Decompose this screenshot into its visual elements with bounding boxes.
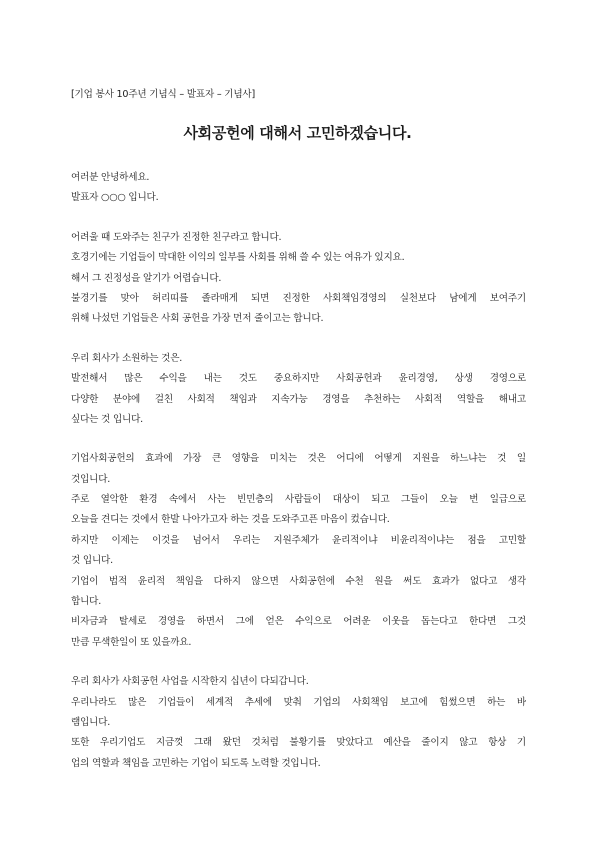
paragraph [71,349,526,431]
text-line: 우리나라도 많은 기업들이 세계적 추세에 맞춰 기업의 사회책임 보고에 힘썼으면 하는 바 [71,696,526,708]
text-line: 하지만 이제는 이것을 넘어서 우리는 지원주체가 윤리적이냐 비윤리적이냐는 점을 고민할 [71,534,526,546]
text-line: 해서 그 진정성을 알기가 어렵습니다. [71,272,222,284]
paragraph [71,168,526,209]
text-line: 우리 회사가 소원하는 것은. [71,352,183,364]
text-line: 것 입니다. [71,555,113,567]
text-line: 주로 열악한 환경 속에서 사는 빈민층의 사람들이 대상이 되고 그들이 오늘 번 일급으로 [71,494,526,506]
text-line: 또한 우리기업도 지금껏 그래 왔던 것처럼 불황기를 맞았다고 예산을 줄이지 않고 항상 기 [71,737,526,749]
text-line: 발표자 ○○○ 입니다. [71,192,159,204]
text-line: 불경기를 맞아 허리띠를 졸라매게 되면 진정한 사회책임경영의 실천보다 남에게 보여주기 [71,292,526,304]
document-body [71,168,526,793]
text-line: 램입니다. [71,716,111,728]
text-line: 여러분 안녕하세요. [71,172,150,183]
text-line: 위해 나섰던 기업들은 사회 공헌을 가장 먼저 줄이고는 합니다. [71,313,324,325]
text-line: 오늘을 견디는 것에서 한발 나아가고자 하는 것을 도와주고픈 마음이 컸습니다. [71,514,390,526]
text-line: 다양한 분야에 걸친 사회적 책임과 지속가능 경영을 추천하는 사회적 역할을 해내고 [71,393,526,405]
text-line: 합니다. [71,596,102,608]
text-line: 우리 회사가 사회공헌 사업을 시작한지 십년이 다되갑니다. [71,676,309,688]
text-line: 업의 역할과 책임을 고민하는 기업이 되도록 노력할 것입니다. [71,757,321,769]
paragraph [71,449,526,653]
text-line: 호경기에는 기업들이 막대한 이익의 일부를 사회를 위해 쓸 수 있는 여유가 있지요. [71,252,405,264]
text-line: 기업사회공헌의 효과에 가장 큰 영향을 미치는 것은 어디에 어떻게 지원을 하느냐는 것 일 [71,453,526,465]
text-line: 비자금과 탈세로 경영을 하면서 그에 얻은 수익으로 어려운 이웃을 돕는다고 한다면 그것 [71,616,526,628]
document-title: 사회공헌에 대해서 고민하겠습니다. [183,124,412,142]
paragraph [71,672,526,774]
text-line: 어려울 때 도와주는 친구가 진정한 친구라고 합니다. [71,231,282,243]
paragraph [71,228,526,330]
text-line: 싶다는 것 입니다. [71,413,144,425]
text-line: 만큼 무색한일이 또 있을까요. [71,636,192,648]
document-header-tag: [기업 봉사 10주년 기념식 – 발표자 – 기념사] [71,89,256,100]
text-line: 기업이 법적 윤리적 책임을 다하지 않으면 사회공헌에 수천 원을 써도 효과가 없다고 생각 [71,575,526,587]
text-line: 것입니다. [71,473,111,485]
text-line: 발전해서 많은 수익을 내는 것도 중요하지만 사회공헌과 윤리경영, 상생 경영으로 [71,373,526,385]
